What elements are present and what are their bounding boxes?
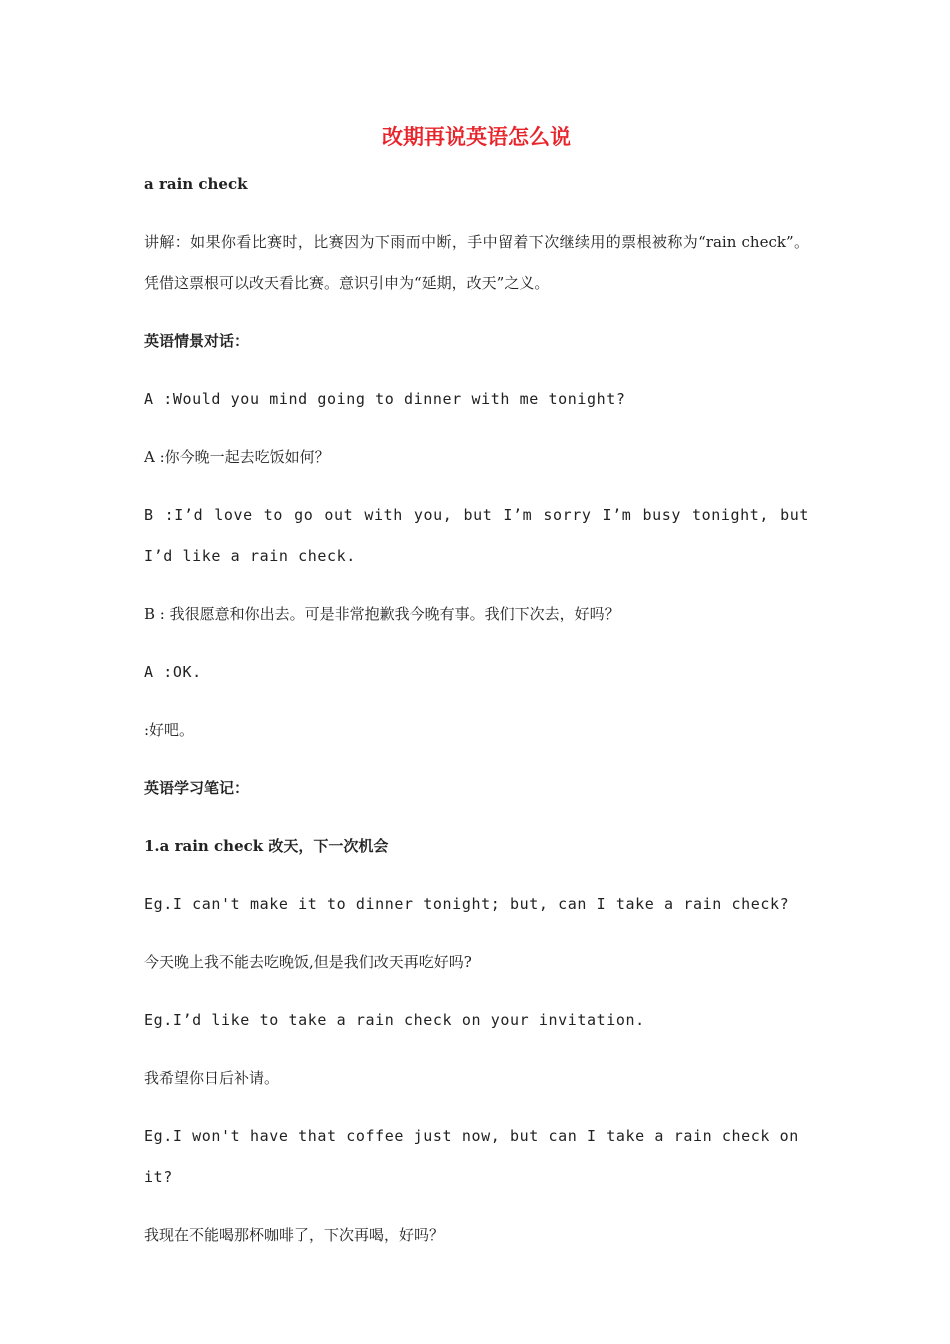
example-sentence: Eg.I can't make it to dinner tonight; but, can I take a rain check? xyxy=(144,895,790,913)
dialogue-line: A :你今晚一起去吃饭如何？ xyxy=(144,448,330,466)
dialogue-line: B : 我很愿意和你出去。可是非常抱歉我今晚有事。我们下次去，好吗？ xyxy=(144,605,620,623)
note-item: 1.a rain check 改天，下一次机会 xyxy=(144,837,389,855)
phrase-heading: a rain check xyxy=(144,175,248,193)
explanation-paragraph: 讲解：如果你看比赛时，比赛因为下雨而中断，手中留着下次继续用的票根被称为“rain check”。凭借这票根可以改天看比赛。意识引申为“延期，改天”之义。 xyxy=(144,233,809,292)
dialogue-line: A :OK. xyxy=(144,663,202,681)
example-translation: 我希望你日后补请。 xyxy=(144,1069,280,1087)
notes-heading: 英语学习笔记： xyxy=(144,779,250,797)
example-sentence: Eg.I’d like to take a rain check on your invitation. xyxy=(144,1011,645,1029)
dialogue-heading: 英语情景对话： xyxy=(144,332,250,350)
document-title: 改期再说英语怎么说 xyxy=(382,124,571,149)
dialogue-line: B :I’d love to go out with you, but I’m sorry I’m busy tonight, but I’d like a rain check. xyxy=(144,506,809,565)
dialogue-line: :好吧。 xyxy=(144,721,195,739)
example-sentence: Eg.I won't have that coffee just now, but can I take a rain check on it? xyxy=(144,1127,799,1186)
example-translation: 今天晚上我不能去吃晚饭,但是我们改天再吃好吗? xyxy=(144,953,472,971)
document-body xyxy=(144,118,809,1273)
dialogue-line: A :Would you mind going to dinner with me tonight? xyxy=(144,390,626,408)
example-translation: 我现在不能喝那杯咖啡了，下次再喝，好吗？ xyxy=(144,1226,445,1244)
